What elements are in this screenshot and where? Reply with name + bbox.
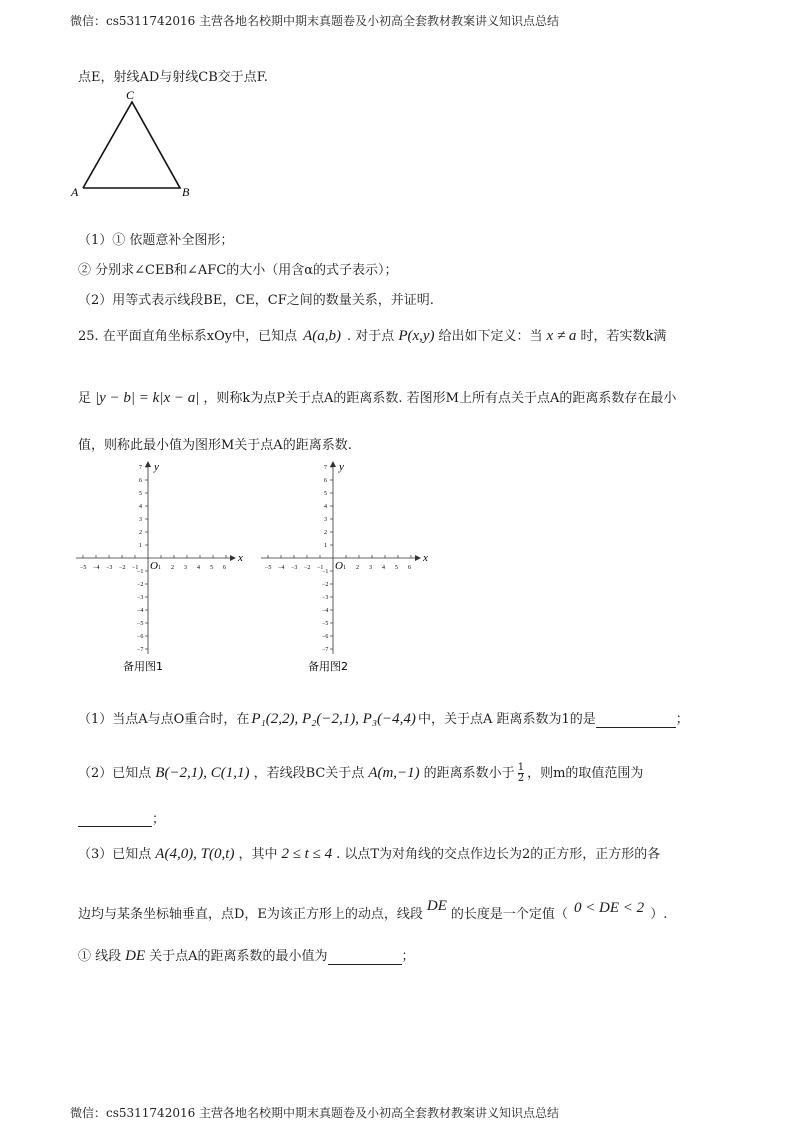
sub3-l3-end: ；	[401, 949, 415, 964]
page-header: 微信：cs5311742016 主营各地名校期中期末真题卷及小初高全套教材教案讲义知识点总结	[70, 14, 560, 28]
grid-caption: 备用图1	[123, 660, 163, 673]
y-tick-label: 2	[324, 530, 327, 536]
y-tick-label: 2	[139, 530, 142, 536]
x-tick-label: 4	[197, 565, 200, 571]
q25-sub2-answer	[78, 808, 165, 827]
grid-figure-1	[70, 458, 250, 676]
sub3-points: A(4,0), T(0,t)	[155, 846, 235, 862]
y-axis-label: y	[154, 461, 159, 473]
x-tick-label: 3	[369, 565, 372, 571]
q25-l1-text-d: 时，若实数k满	[580, 329, 667, 344]
sub1-points: P₁(2,2), P₂(−2,1), P₃(−4,4)	[251, 711, 416, 727]
q25-line2	[78, 387, 676, 407]
q24-part1: （1）① 依题意补全图形；	[78, 233, 234, 248]
triangle-label-c: C	[126, 88, 135, 102]
y-tick-label: 1	[324, 543, 327, 549]
x-tick-label: 5	[395, 565, 398, 571]
y-tick-label: 5	[324, 491, 327, 497]
x-tick-label: −2	[304, 565, 311, 571]
sub2-text-d: ，则m的取值范围为	[527, 766, 644, 781]
q25-sub1	[78, 708, 689, 728]
sub1-text-a: （1）当点A与点O重合时，在	[78, 712, 250, 727]
sub2-text-c: 的距离系数小于	[423, 766, 515, 781]
y-tick-label: 4	[139, 504, 142, 510]
y-tick-label: −2	[322, 582, 329, 588]
q25-line1	[78, 325, 666, 345]
y-tick-label: 3	[139, 517, 142, 523]
q25-sub3-line1	[78, 843, 660, 863]
sub3-l2-text-b: 的长度是一个定值（	[450, 907, 568, 922]
q25-l1-text-a: 25. 在平面直角坐标系xOy中，已知点	[78, 329, 298, 344]
x-tick-label: −2	[119, 565, 126, 571]
y-tick-label: −4	[137, 608, 144, 614]
q25-l1-text-c: 给出如下定义：当	[438, 329, 543, 344]
y-tick-label: −1	[137, 569, 144, 575]
origin-label: O	[150, 560, 158, 572]
sub2-frac-num: 1	[517, 762, 525, 773]
y-tick-label: −2	[137, 582, 144, 588]
sub3-answer-blank[interactable]	[328, 952, 402, 965]
grid-caption: 备用图2	[308, 660, 348, 673]
x-tick-label: 5	[210, 565, 213, 571]
x-tick-label: −1	[317, 565, 324, 571]
x-tick-label: 1	[343, 565, 346, 571]
sub2-text-a: （2）已知点	[78, 766, 152, 781]
sub1-text-b: 中，关于点A 距离系数为1的是	[417, 712, 596, 727]
x-tick-label: −4	[93, 565, 100, 571]
sub2-text-b: ，若线段BC关于点	[253, 766, 365, 781]
x-tick-label: 6	[223, 565, 226, 571]
sub3-segment-de: DE	[426, 898, 447, 914]
sub2-fraction	[518, 763, 524, 784]
y-tick-label: −5	[137, 621, 144, 627]
sub2-answer-blank[interactable]	[78, 814, 152, 827]
x-tick-label: 4	[382, 565, 385, 571]
page-footer: 微信：cs5311742016 主营各地名校期中期末真题卷及小初高全套教材教案讲义知识点总结	[70, 1106, 560, 1120]
y-tick-label: −7	[322, 647, 329, 653]
x-tick-label: 3	[184, 565, 187, 571]
x-tick-label: 2	[356, 565, 359, 571]
sub3-l2-text-a: 边均与某条坐标轴垂直，点D，E为该正方形上的动点，线段	[78, 907, 423, 922]
sub2-frac-den: 2	[517, 773, 525, 784]
origin-label: O	[335, 560, 343, 572]
y-axis-arrow	[145, 461, 151, 467]
y-tick-label: 4	[324, 504, 327, 510]
x-tick-label: 1	[158, 565, 161, 571]
x-tick-label: −3	[291, 565, 298, 571]
x-tick-label: −1	[132, 565, 139, 571]
sub1-end: ；	[675, 712, 689, 727]
sub3-l3-segment: DE	[125, 948, 146, 964]
y-tick-label: −7	[137, 647, 144, 653]
y-axis-label: y	[339, 461, 344, 473]
q25-line3: 值，则称此最小值为图形M关于点A的距离系数.	[78, 438, 352, 453]
q24-part3: （2）用等式表示线段BE，CE，CF之间的数量关系，并证明.	[78, 293, 434, 308]
x-tick-label: 6	[408, 565, 411, 571]
sub3-text-a: （3）已知点	[78, 847, 152, 862]
q25-l2-text-a: 足	[78, 391, 92, 406]
x-axis-arrow	[415, 555, 421, 561]
q25-condition: x ≠ a	[546, 328, 577, 344]
y-tick-label: 1	[139, 543, 142, 549]
sub3-range: 2 ≤ t ≤ 4	[281, 846, 333, 862]
q24-part2: ② 分别求∠CEB和∠AFC的大小（用含α的式子表示）；	[78, 263, 398, 278]
triangle-label-a: A	[71, 185, 79, 199]
grid-figure-2	[255, 458, 435, 676]
sub3-l3-text-a: ① 线段	[78, 949, 122, 964]
sub1-answer-blank[interactable]	[596, 715, 676, 728]
y-tick-label: −4	[322, 608, 329, 614]
x-tick-label: −3	[106, 565, 113, 571]
sub3-text-c: . 以点T为对角线的交点作边长为2的正方形，正方形的各	[336, 847, 661, 862]
y-tick-label: 5	[139, 491, 142, 497]
q25-l2-text-b: ，则称k为点P关于点A的距离系数. 若图形M上所有点关于点A的距离系数存在最小	[203, 391, 677, 406]
x-tick-label: −4	[278, 565, 285, 571]
q25-l1-text-b: . 对于点	[347, 329, 395, 344]
triangle-label-b: B	[182, 185, 190, 199]
q25-equation: |y − b| = k|x − a|	[95, 390, 200, 406]
sub3-l3-text-b: 关于点A的距离系数的最小值为	[149, 949, 328, 964]
x-axis-label: x	[238, 552, 243, 564]
x-axis-label: x	[423, 552, 428, 564]
sub2-end: ；	[152, 812, 166, 827]
q25-point-a: A(a,b)	[303, 328, 342, 344]
q25-sub3-line2	[78, 898, 668, 923]
x-tick-label: −5	[265, 565, 272, 571]
y-tick-label: −3	[322, 595, 329, 601]
y-tick-label: 6	[324, 478, 327, 484]
y-axis-arrow	[330, 461, 336, 467]
q25-point-p: P(x,y)	[398, 328, 435, 344]
sub3-de-range: 0 < DE < 2	[573, 900, 645, 916]
x-tick-label: 2	[171, 565, 174, 571]
continued-text: 点E，射线AD与射线CB交于点F.	[78, 70, 268, 85]
y-tick-label: 3	[324, 517, 327, 523]
y-tick-label: −6	[322, 634, 329, 640]
y-tick-label: 7	[139, 465, 142, 471]
y-tick-label: −6	[137, 634, 144, 640]
sub2-point-a: A(m,−1)	[368, 765, 420, 781]
y-tick-label: 6	[139, 478, 142, 484]
y-tick-label: −3	[137, 595, 144, 601]
q25-sub2	[78, 762, 643, 784]
q25-sub3-line3	[78, 945, 415, 965]
sub3-text-b: ，其中	[238, 847, 278, 862]
y-tick-label: −5	[322, 621, 329, 627]
sub3-l2-text-c: ）.	[650, 907, 668, 922]
x-axis-arrow	[230, 555, 236, 561]
x-tick-label: −5	[80, 565, 87, 571]
triangle-figure	[68, 86, 208, 200]
sub2-points: B(−2,1), C(1,1)	[155, 765, 250, 781]
y-tick-label: 7	[324, 465, 327, 471]
y-tick-label: −1	[322, 569, 329, 575]
